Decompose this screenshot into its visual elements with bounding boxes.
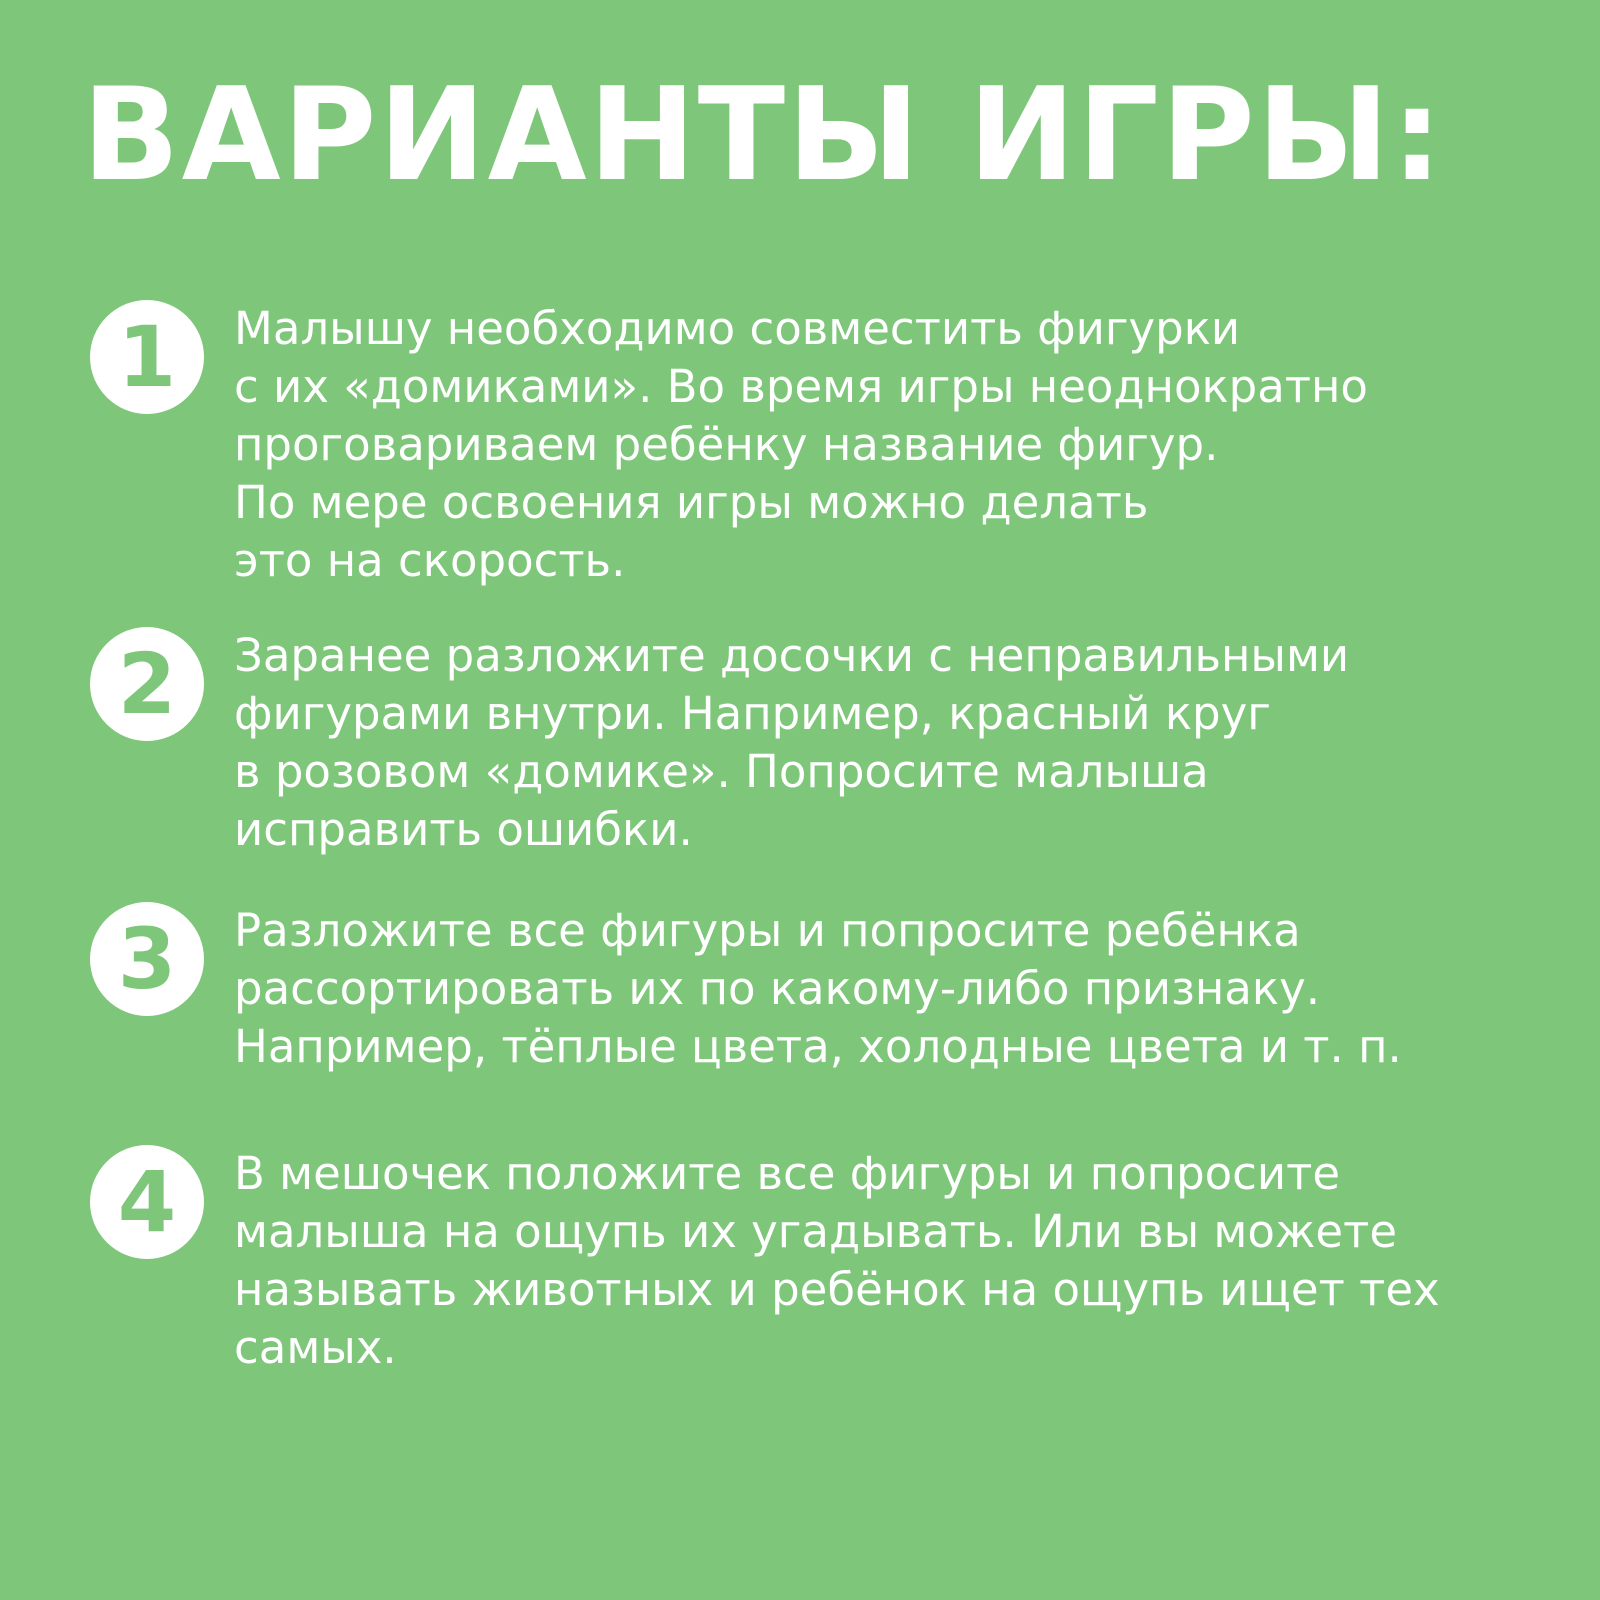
text-line: малыша на ощупь их угадывать. Или вы можете <box>234 1205 1398 1258</box>
number-badge: 4 <box>90 1145 204 1259</box>
text-line: это на скорость. <box>234 534 626 587</box>
item-text <box>234 902 1464 1076</box>
item-text <box>234 1145 1464 1377</box>
text-line: фигурами внутри. Например, красный круг <box>234 687 1271 740</box>
text-line: исправить ошибки. <box>234 803 693 856</box>
text-line: Например, тёплые цвета, холодные цвета и т. п. <box>234 1020 1402 1073</box>
number-badge: 3 <box>90 902 204 1016</box>
item-text <box>234 300 1464 590</box>
text-line: проговариваем ребёнку название фигур. <box>234 418 1219 471</box>
item-text <box>234 627 1464 859</box>
page-title: ВАРИАНТЫ ИГРЫ: <box>82 61 1445 210</box>
text-line: Малышу необходимо совместить фигурки <box>234 302 1241 355</box>
text-line: Разложите все фигуры и попросите ребёнка <box>234 904 1301 957</box>
number-badge: 1 <box>90 300 204 414</box>
text-line: с их «домиками». Во время игры неоднократно <box>234 360 1368 413</box>
text-line: По мере освоения игры можно делать <box>234 476 1149 529</box>
text-line: самых. <box>234 1321 397 1374</box>
text-line: называть животных и ребёнок на ощупь ищет тех <box>234 1263 1440 1316</box>
text-line: В мешочек положите все фигуры и попросите <box>234 1147 1341 1200</box>
text-line: в розовом «домике». Попросите малыша <box>234 745 1209 798</box>
text-line: рассортировать их по какому-либо признаку. <box>234 962 1320 1015</box>
number-badge: 2 <box>90 627 204 741</box>
text-line: Заранее разложите досочки с неправильными <box>234 629 1350 682</box>
